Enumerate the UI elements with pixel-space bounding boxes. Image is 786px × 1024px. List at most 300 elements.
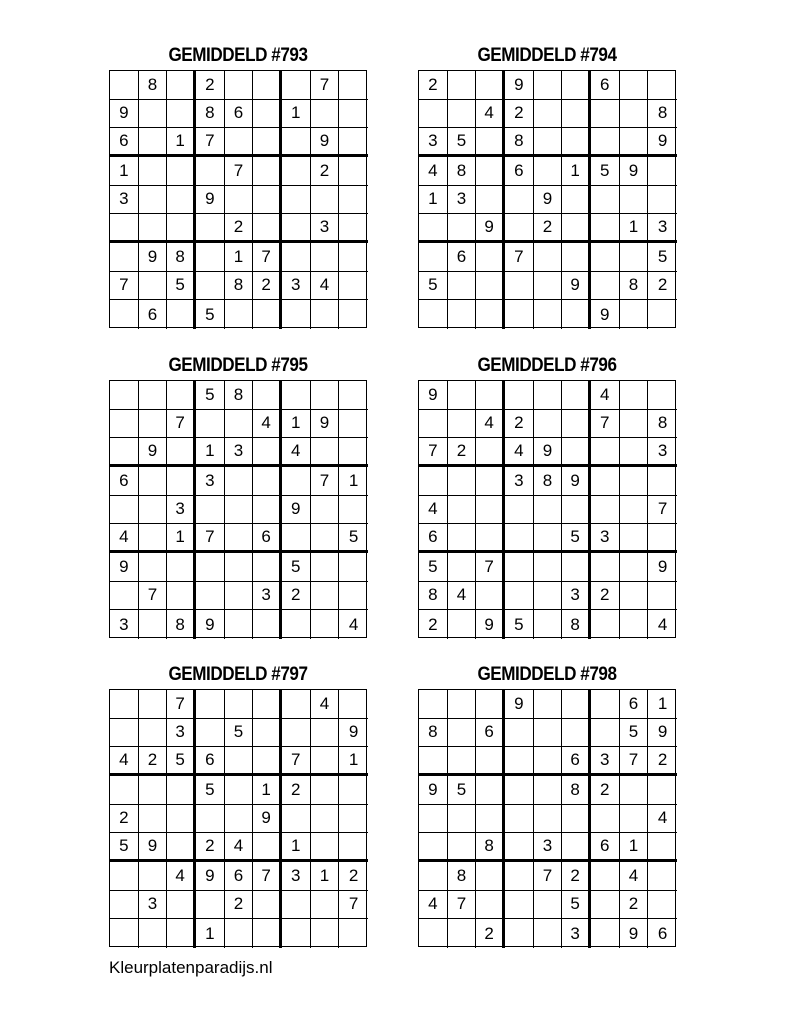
sudoku-cell <box>253 100 282 129</box>
sudoku-puzzle-795 <box>109 352 367 638</box>
sudoku-cell <box>476 690 505 719</box>
sudoku-cell <box>311 524 340 553</box>
sudoku-cell <box>282 805 311 834</box>
sudoku-cell <box>225 747 254 776</box>
sudoku-cell: 9 <box>311 128 340 157</box>
sudoku-cell: 1 <box>167 524 196 553</box>
sudoku-cell: 9 <box>620 919 649 948</box>
sudoku-cell <box>196 214 225 243</box>
sudoku-cell: 9 <box>139 833 168 862</box>
sudoku-cell <box>448 381 477 410</box>
sudoku-cell: 3 <box>196 467 225 496</box>
sudoku-cell <box>139 186 168 215</box>
sudoku-cell <box>648 300 677 329</box>
sudoku-cell: 7 <box>476 553 505 582</box>
sudoku-cell <box>620 776 649 805</box>
sudoku-cell: 9 <box>620 157 649 186</box>
sudoku-cell <box>476 243 505 272</box>
sudoku-cell <box>534 300 563 329</box>
sudoku-cell <box>282 467 311 496</box>
sudoku-cell <box>196 553 225 582</box>
sudoku-cell <box>253 186 282 215</box>
sudoku-cell <box>139 805 168 834</box>
sudoku-cell <box>534 157 563 186</box>
sudoku-cell <box>620 805 649 834</box>
sudoku-cell <box>534 71 563 100</box>
sudoku-cell: 4 <box>476 410 505 439</box>
sudoku-cell <box>339 128 368 157</box>
sudoku-cell <box>339 100 368 129</box>
sudoku-cell <box>620 186 649 215</box>
sudoku-cell <box>562 214 591 243</box>
sudoku-cell <box>419 690 448 719</box>
sudoku-cell <box>167 833 196 862</box>
sudoku-cell: 7 <box>620 747 649 776</box>
sudoku-cell <box>110 891 139 920</box>
sudoku-cell: 4 <box>648 805 677 834</box>
sudoku-cell <box>505 833 534 862</box>
sudoku-cell: 6 <box>225 862 254 891</box>
sudoku-cell: 1 <box>167 128 196 157</box>
sudoku-cell <box>620 71 649 100</box>
sudoku-grid <box>109 380 367 638</box>
sudoku-cell <box>196 410 225 439</box>
sudoku-cell: 2 <box>225 214 254 243</box>
sudoku-cell: 2 <box>648 272 677 301</box>
sudoku-cell: 6 <box>620 690 649 719</box>
sudoku-cell <box>311 300 340 329</box>
sudoku-cell <box>591 610 620 639</box>
sudoku-cell: 7 <box>448 891 477 920</box>
sudoku-cell: 3 <box>225 438 254 467</box>
sudoku-cell: 8 <box>562 776 591 805</box>
sudoku-cell <box>648 71 677 100</box>
sudoku-cell: 5 <box>448 776 477 805</box>
sudoku-cell <box>253 128 282 157</box>
sudoku-cell <box>534 610 563 639</box>
sudoku-cell <box>448 690 477 719</box>
sudoku-cell: 2 <box>339 862 368 891</box>
sudoku-cell: 9 <box>476 610 505 639</box>
sudoku-cell <box>196 496 225 525</box>
sudoku-cell: 9 <box>534 438 563 467</box>
sudoku-cell <box>562 300 591 329</box>
sudoku-cell <box>339 157 368 186</box>
sudoku-cell: 1 <box>110 157 139 186</box>
sudoku-cell: 9 <box>110 100 139 129</box>
sudoku-cell <box>196 157 225 186</box>
sudoku-cell: 8 <box>167 243 196 272</box>
sudoku-cell: 6 <box>591 833 620 862</box>
sudoku-cell <box>505 272 534 301</box>
sudoku-cell <box>339 300 368 329</box>
sudoku-cell: 9 <box>648 719 677 748</box>
sudoku-cell: 7 <box>253 243 282 272</box>
sudoku-cell <box>339 71 368 100</box>
sudoku-cell: 5 <box>167 272 196 301</box>
sudoku-cell <box>311 496 340 525</box>
sudoku-cell <box>110 690 139 719</box>
puzzle-title: GEMIDDELD #797 <box>168 664 308 685</box>
sudoku-cell <box>476 186 505 215</box>
sudoku-cell <box>534 100 563 129</box>
sudoku-cell <box>339 690 368 719</box>
sudoku-cell <box>311 776 340 805</box>
sudoku-cell <box>505 524 534 553</box>
sudoku-cell <box>282 214 311 243</box>
sudoku-cell: 7 <box>648 496 677 525</box>
sudoku-cell <box>139 381 168 410</box>
sudoku-cell <box>167 381 196 410</box>
sudoku-cell <box>620 100 649 129</box>
sudoku-cell: 5 <box>419 553 448 582</box>
sudoku-cell <box>620 128 649 157</box>
sudoku-grid <box>109 70 367 328</box>
sudoku-cell: 8 <box>225 381 254 410</box>
sudoku-cell <box>562 690 591 719</box>
sudoku-cell <box>534 891 563 920</box>
sudoku-cell <box>648 862 677 891</box>
sudoku-cell <box>196 272 225 301</box>
sudoku-cell <box>534 553 563 582</box>
sudoku-cell: 8 <box>419 719 448 748</box>
sudoku-puzzle-796 <box>418 352 676 638</box>
sudoku-cell <box>311 186 340 215</box>
sudoku-cell: 3 <box>448 186 477 215</box>
sudoku-cell <box>620 582 649 611</box>
sudoku-cell <box>476 805 505 834</box>
puzzle-title: GEMIDDELD #795 <box>168 355 308 376</box>
sudoku-puzzle-797 <box>109 661 367 947</box>
sudoku-cell <box>253 467 282 496</box>
sudoku-cell: 4 <box>282 438 311 467</box>
sudoku-cell: 1 <box>282 833 311 862</box>
sudoku-cell: 8 <box>620 272 649 301</box>
sudoku-cell: 8 <box>448 157 477 186</box>
sudoku-cell: 7 <box>339 891 368 920</box>
sudoku-cell: 1 <box>620 214 649 243</box>
sudoku-cell: 9 <box>419 776 448 805</box>
sudoku-cell <box>562 71 591 100</box>
sudoku-cell <box>562 719 591 748</box>
sudoku-cell: 5 <box>167 747 196 776</box>
sudoku-cell: 2 <box>311 157 340 186</box>
sudoku-cell <box>139 214 168 243</box>
sudoku-cell: 3 <box>591 747 620 776</box>
sudoku-cell <box>562 833 591 862</box>
sudoku-cell: 2 <box>562 862 591 891</box>
sudoku-cell: 4 <box>167 862 196 891</box>
sudoku-cell <box>534 776 563 805</box>
puzzle-title: GEMIDDELD #798 <box>477 664 617 685</box>
sudoku-cell: 3 <box>167 719 196 748</box>
sudoku-cell: 6 <box>110 467 139 496</box>
sudoku-cell: 1 <box>196 438 225 467</box>
sudoku-cell <box>534 128 563 157</box>
sudoku-cell <box>339 272 368 301</box>
sudoku-cell: 5 <box>110 833 139 862</box>
sudoku-cell: 1 <box>419 186 448 215</box>
sudoku-cell: 9 <box>339 719 368 748</box>
sudoku-cell <box>448 610 477 639</box>
sudoku-cell <box>419 410 448 439</box>
sudoku-cell <box>620 496 649 525</box>
sudoku-cell: 2 <box>225 891 254 920</box>
sudoku-cell <box>476 891 505 920</box>
sudoku-cell: 5 <box>419 272 448 301</box>
sudoku-cell <box>505 891 534 920</box>
sudoku-cell <box>620 553 649 582</box>
sudoku-cell: 5 <box>339 524 368 553</box>
sudoku-grid <box>418 380 676 638</box>
sudoku-cell: 3 <box>167 496 196 525</box>
sudoku-cell <box>339 582 368 611</box>
sudoku-cell <box>562 381 591 410</box>
sudoku-cell <box>562 410 591 439</box>
sudoku-cell <box>591 690 620 719</box>
sudoku-cell: 8 <box>167 610 196 639</box>
sudoku-cell <box>476 128 505 157</box>
sudoku-cell: 3 <box>505 467 534 496</box>
sudoku-cell: 8 <box>648 100 677 129</box>
sudoku-cell <box>110 496 139 525</box>
sudoku-cell <box>620 524 649 553</box>
sudoku-cell <box>253 381 282 410</box>
sudoku-cell <box>419 214 448 243</box>
sudoku-cell <box>110 243 139 272</box>
sudoku-cell <box>167 157 196 186</box>
sudoku-cell: 3 <box>534 833 563 862</box>
sudoku-cell <box>110 300 139 329</box>
sudoku-cell <box>591 553 620 582</box>
sudoku-cell <box>339 410 368 439</box>
sudoku-cell: 6 <box>657 923 668 943</box>
sudoku-cell: 9 <box>591 300 620 329</box>
sudoku-cell: 8 <box>225 272 254 301</box>
sudoku-cell: 6 <box>562 747 591 776</box>
sudoku-cell <box>253 833 282 862</box>
sudoku-cell: 4 <box>253 410 282 439</box>
sudoku-cell <box>591 214 620 243</box>
sudoku-cell: 2 <box>476 919 505 948</box>
sudoku-cell <box>282 300 311 329</box>
sudoku-cell: 8 <box>139 71 168 100</box>
sudoku-cell <box>448 496 477 525</box>
sudoku-cell: 8 <box>476 833 505 862</box>
sudoku-cell <box>311 747 340 776</box>
sudoku-cell <box>167 582 196 611</box>
sudoku-cell: 6 <box>139 300 168 329</box>
sudoku-cell <box>648 524 677 553</box>
sudoku-cell <box>311 381 340 410</box>
sudoku-cell: 1 <box>620 833 649 862</box>
sudoku-cell <box>476 157 505 186</box>
sudoku-cell <box>311 243 340 272</box>
sudoku-cell <box>476 524 505 553</box>
sudoku-cell <box>339 496 368 525</box>
sudoku-cell <box>196 582 225 611</box>
sudoku-cell: 7 <box>505 243 534 272</box>
sudoku-cell: 9 <box>139 438 168 467</box>
sudoku-cell: 9 <box>505 71 534 100</box>
sudoku-cell: 5 <box>505 610 534 639</box>
sudoku-cell <box>196 719 225 748</box>
sudoku-cell: 1 <box>282 100 311 129</box>
sudoku-cell <box>505 776 534 805</box>
sudoku-cell: 7 <box>110 272 139 301</box>
sudoku-cell <box>448 524 477 553</box>
sudoku-cell <box>648 891 677 920</box>
sudoku-cell <box>253 553 282 582</box>
sudoku-cell <box>448 553 477 582</box>
sudoku-cell <box>225 496 254 525</box>
sudoku-cell <box>505 919 534 948</box>
sudoku-cell: 8 <box>419 582 448 611</box>
sudoku-cell <box>339 805 368 834</box>
sudoku-cell <box>534 410 563 439</box>
sudoku-cell: 6 <box>505 157 534 186</box>
sudoku-cell: 3 <box>282 272 311 301</box>
sudoku-cell <box>139 719 168 748</box>
sudoku-cell: 2 <box>419 71 448 100</box>
sudoku-cell <box>620 610 649 639</box>
sudoku-cell <box>110 776 139 805</box>
sudoku-cell: 4 <box>225 833 254 862</box>
sudoku-cell: 7 <box>167 410 196 439</box>
sudoku-cell <box>225 186 254 215</box>
sudoku-cell <box>139 919 168 948</box>
sudoku-cell <box>167 891 196 920</box>
sudoku-cell <box>591 496 620 525</box>
sudoku-cell: 2 <box>110 805 139 834</box>
sudoku-cell: 8 <box>448 862 477 891</box>
sudoku-cell: 7 <box>253 862 282 891</box>
sudoku-cell <box>253 157 282 186</box>
sudoku-cell <box>225 582 254 611</box>
sudoku-cell <box>620 381 649 410</box>
sudoku-cell: 9 <box>110 553 139 582</box>
sudoku-cell <box>167 100 196 129</box>
sudoku-cell <box>196 690 225 719</box>
sudoku-cell: 4 <box>448 582 477 611</box>
sudoku-cell <box>620 438 649 467</box>
sudoku-cell: 5 <box>448 128 477 157</box>
sudoku-cell: 2 <box>505 410 534 439</box>
sudoku-cell <box>448 71 477 100</box>
sudoku-cell: 5 <box>562 891 591 920</box>
sudoku-cell <box>167 186 196 215</box>
sudoku-cell <box>505 553 534 582</box>
sudoku-cell: 4 <box>419 157 448 186</box>
sudoku-cell <box>591 186 620 215</box>
sudoku-cell: 9 <box>505 690 534 719</box>
sudoku-cell <box>648 186 677 215</box>
sudoku-cell <box>448 300 477 329</box>
sudoku-cell <box>110 71 139 100</box>
sudoku-cell <box>282 128 311 157</box>
sudoku-cell <box>167 919 196 948</box>
sudoku-cell: 3 <box>648 214 677 243</box>
sudoku-cell <box>591 891 620 920</box>
sudoku-cell <box>419 243 448 272</box>
sudoku-cell: 2 <box>253 272 282 301</box>
sudoku-cell <box>339 553 368 582</box>
sudoku-cell: 6 <box>476 719 505 748</box>
sudoku-cell: 8 <box>505 128 534 157</box>
sudoku-cell: 7 <box>139 582 168 611</box>
sudoku-cell: 6 <box>419 524 448 553</box>
sudoku-cell <box>167 553 196 582</box>
sudoku-cell: 9 <box>562 467 591 496</box>
sudoku-cell <box>448 747 477 776</box>
sudoku-cell <box>282 186 311 215</box>
sudoku-cell <box>591 919 620 948</box>
sudoku-cell <box>225 776 254 805</box>
sudoku-cell: 9 <box>562 272 591 301</box>
sudoku-cell: 8 <box>196 100 225 129</box>
sudoku-cell <box>476 438 505 467</box>
sudoku-cell <box>505 747 534 776</box>
sudoku-cell: 7 <box>534 862 563 891</box>
sudoku-cell <box>505 719 534 748</box>
sudoku-cell <box>167 71 196 100</box>
sudoku-cell <box>225 553 254 582</box>
sudoku-cell <box>167 438 196 467</box>
sudoku-cell: 5 <box>225 719 254 748</box>
sudoku-cell: 1 <box>311 862 340 891</box>
sudoku-cell: 9 <box>282 496 311 525</box>
sudoku-cell <box>339 833 368 862</box>
sudoku-cell <box>505 496 534 525</box>
sudoku-cell <box>167 214 196 243</box>
sudoku-cell: 4 <box>620 862 649 891</box>
sudoku-cell <box>476 862 505 891</box>
sudoku-cell <box>253 71 282 100</box>
sudoku-cell: 7 <box>311 467 340 496</box>
sudoku-cell <box>253 719 282 748</box>
sudoku-cell: 3 <box>110 186 139 215</box>
sudoku-cell: 7 <box>225 157 254 186</box>
sudoku-cell <box>339 186 368 215</box>
sudoku-cell <box>419 805 448 834</box>
sudoku-puzzle-798 <box>418 661 676 947</box>
sudoku-cell: 2 <box>419 610 448 639</box>
sudoku-cell: 4 <box>311 690 340 719</box>
sudoku-cell <box>591 467 620 496</box>
sudoku-cell <box>476 300 505 329</box>
sudoku-cell: 9 <box>648 128 677 157</box>
sudoku-cell <box>225 410 254 439</box>
sudoku-cell: 3 <box>591 524 620 553</box>
sudoku-cell <box>139 690 168 719</box>
sudoku-cell <box>139 553 168 582</box>
sudoku-cell <box>282 690 311 719</box>
sudoku-cell: 2 <box>648 747 677 776</box>
sudoku-cell <box>534 805 563 834</box>
sudoku-cell: 5 <box>196 776 225 805</box>
sudoku-cell <box>591 128 620 157</box>
sudoku-cell: 3 <box>562 919 591 948</box>
sudoku-cell: 4 <box>657 614 668 634</box>
sudoku-cell <box>196 891 225 920</box>
sudoku-cell: 9 <box>196 186 225 215</box>
sudoku-cell <box>534 243 563 272</box>
sudoku-cell <box>419 300 448 329</box>
sudoku-cell <box>591 805 620 834</box>
sudoku-grid <box>418 689 676 947</box>
sudoku-cell <box>591 100 620 129</box>
sudoku-cell <box>253 747 282 776</box>
